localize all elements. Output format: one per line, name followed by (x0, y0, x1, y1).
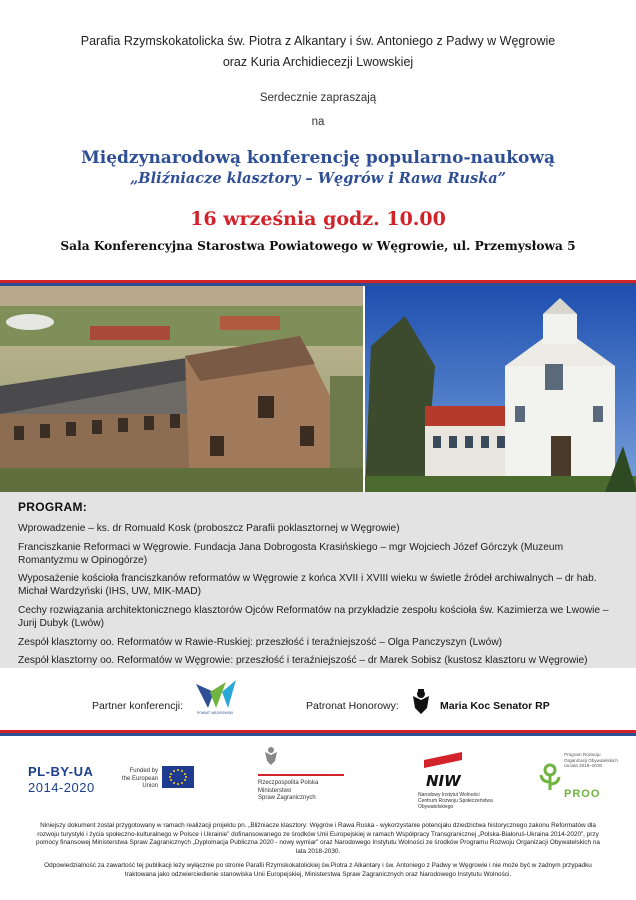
msz-logo (258, 746, 350, 812)
msz-eagle-icon (264, 746, 278, 766)
proo-sprout-icon (538, 762, 562, 792)
msz-red-line (258, 774, 344, 776)
niw-text (418, 792, 494, 810)
invite-text: Serdecznie zapraszają (259, 92, 377, 104)
msz-line-2: Ministerstwo (258, 787, 292, 794)
program-section (0, 492, 636, 668)
sponsor-logos (0, 744, 636, 814)
plbyua-logo (28, 764, 95, 796)
church-photo (365, 286, 636, 492)
msz-line-1: Rzeczpospolita Polska (258, 780, 319, 786)
proo-logo (538, 752, 618, 808)
eu-flag-icon (162, 766, 194, 788)
eu-text: Funded by the European Union (121, 768, 158, 789)
proo-small-text: Program Rozwoju Organizacji Obywatelskich na lata 2018–2030 (564, 752, 618, 769)
plbyua-title: PL-BY-UA (28, 764, 94, 779)
monastery-ruins-photo (0, 286, 363, 492)
conference-subtitle: „Bliźniacze klasztory – Węgrów i Rawa Ruska” (129, 170, 507, 187)
proo-title: PROO (564, 788, 601, 800)
program-title: PROGRAM: (18, 500, 88, 514)
honor-name: Maria Koc Senator RP (440, 700, 550, 712)
na-text: na (311, 116, 325, 128)
organizer-line-2: oraz Kuria Archidiecezji Lwowskiej (222, 55, 414, 69)
program-item-4: Cechy rozwiązania architektonicznego klasztorów Ojców Reformatów na przykładzie zespołu kościoła św. Kazimierza we Lwowie – Jurij Dubyk (Lwów) (18, 604, 609, 629)
msz-text (258, 780, 318, 803)
partner-label: Partner konferencji: (92, 700, 184, 712)
niw-sub: Centrum Rozwoju Społeczeństwa Obywatelskiego (418, 798, 493, 810)
conference-title: Międzynarodową konferencję popularno-naukową (80, 148, 556, 168)
footer-disclaimer-text: Odpowiedzialność za zawartość tej publikacji leży wyłącznie po stronie Parafii Rzymskokatolickiej św.Piotra z Alkantary i św. Antoniego z Padwy w Węgrowie i nie może być w żadnym przypadku traktowana jako odzwierciedlenie stanowiska Unii Europejskiej, Ministerstwa Spraw Zagranicznych oraz Narodowego Instytutu Wolności. (44, 862, 592, 878)
header (0, 0, 636, 255)
plbyua-years: 2014-2020 (28, 780, 95, 795)
niw-mark-icon (422, 752, 464, 790)
powiat-logo (192, 678, 238, 720)
footer (0, 822, 636, 880)
partners-row (0, 676, 636, 728)
footer-funding-text: Niniejszy dokument został przygotowany w ramach realizacji projektu pn. „Bliźniacze klasztory: Węgrów i Rawa Ruska - wykorzystanie potencjału dziedzictwa historycznego zakonu Reformatów dla rozwoju turystyki i życia społeczno-kulturalnego w Polsce i Ukrainie” dofinansowanego ze środków Unii Europejskiej w ramach Współpracy Transgranicznej „Polska-Białoruś-Ukraina 2014-2020”, przy pomocy finansowej Ministerstwa Spraw Zagranicznych „Dyplomacja Publiczna 2020 - nowy wymiar” oraz Narodowego Instytutu Wolności ze środków Programu Rozwoju Organizacji Obywatelskich na lata 2018-2030. (36, 822, 600, 855)
powiat-logo-text: POWIAT WĘGROWSKI (196, 711, 234, 715)
program-item-6: Zespół klasztorny oo. Reformatów w Węgrowie: przeszłość i teraźniejszość – dr Marek Sobisz (kustosz klasztoru w Węgrowie) (18, 655, 588, 667)
svg-text:NIW: NIW (426, 772, 461, 790)
program-item-1: Wprowadzenie – ks. dr Romuald Kosk (proboszcz Parafii poklasztornej w Węgrowie) (18, 523, 400, 534)
program-item-2: Franciszkanie Reformaci w Węgrowie. Fundacja Jana Dobrogosta Krasińskiego – mgr Wojciech Józef Górczyk (Muzeum Romantyzmu w Opinogórze) (18, 541, 564, 566)
divider-blue-bottom (0, 733, 636, 736)
msz-line-3: Spraw Zagranicznych (258, 795, 316, 801)
program-item-5: Zespół klasztorny oo. Reformatów w Rawie-Ruskiej: przeszłość i teraźniejszość – Olga Panczyszyn (Lwów) (18, 636, 503, 648)
niw-name: Narodowy Instytut Wolności (418, 792, 480, 798)
organizer-line-1: Parafia Rzymskokatolicka św. Piotra z Alkantary i św. Antoniego z Padwy w Węgrowie (80, 34, 556, 48)
program-item-3: Wyposażenie kościoła franciszkanów reformatów w Węgrowie z końca XVII i XVIII wieku w świetle źródeł archiwalnych – dr hab. Michał Wardzyński (IHS, UW, MIK-MAD) (18, 573, 597, 598)
eagle-icon (411, 688, 431, 716)
conference-venue: Sala Konferencyjna Starostwa Powiatowego w Węgrowie, ul. Przemysłowa 5 (60, 239, 576, 253)
photos-row (0, 286, 636, 492)
honor-label: Patronat Honorowy: (306, 700, 399, 712)
conference-date: 16 września godz. 10.00 (190, 208, 446, 230)
niw-logo (418, 752, 494, 808)
